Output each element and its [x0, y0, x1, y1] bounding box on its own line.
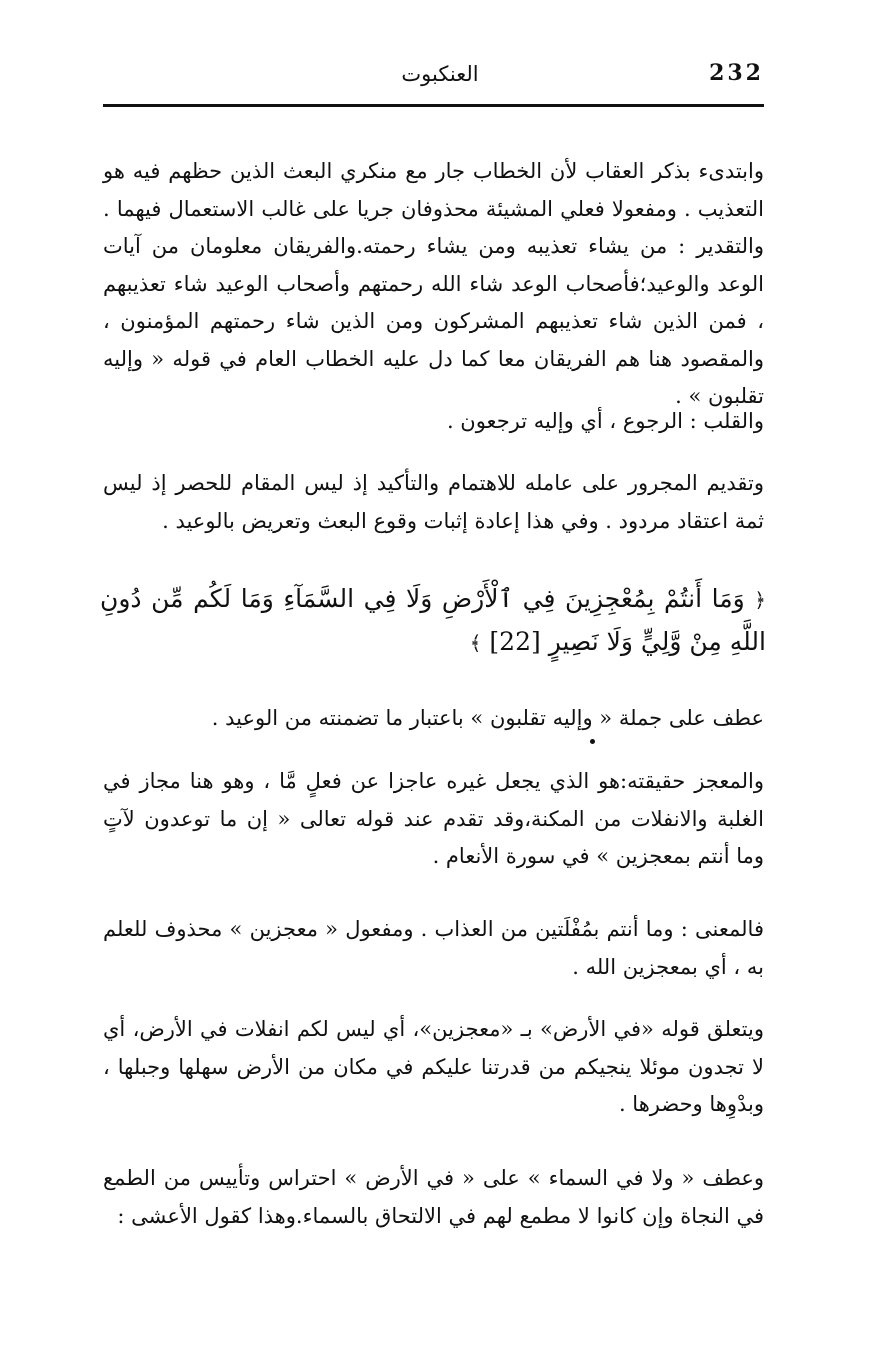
- stray-dot: [590, 739, 595, 744]
- paragraph-atf: عطف على جملة « وإليه تقلبون » باعتبار ما تضمنته من الوعيد .: [211, 706, 764, 730]
- verse-number: [22]: [489, 627, 541, 656]
- paragraph-maana: فالمعنى : وما أنتم بمُفْلَتين من العذاب . ومفعول « معجزين » محذوف للعلم به ، أي بمعجزين الله .: [103, 917, 764, 979]
- paragraph-sama: وعطف « ولا في السماء » على « في الأرض » احتراس وتأييس من الطمع في النجاة وإن كانوا لا مطمع لهم في الالتحاق بالسماء.وهذا كقول الأعشى :: [103, 1166, 764, 1228]
- paragraph-taalluq: ويتعلق قوله «في الأرض» بـ «معجزين»، أي ليس لكم انفلات في الأرض، أي لا تجدون موئلا ينجيكم من قدرتنا عليكم في مكان من الأرض سهلها وجبلها ، وبدْوِها وحضرها .: [103, 1017, 764, 1116]
- header-rule: [103, 104, 764, 107]
- paragraph-intro: وابتدىء بذكر العقاب لأن الخطاب جار مع منكري البعث الذين حظهم فيه هو التعذيب . ومفعولا فعلي المشيئة محذوفان جريا على غالب الاستعمال فيهما . والتقدير : من يشاء تعذيبه ومن يشاء رحمته.والفريقان معلومان من آيات الوعد والوعيد؛فأصحاب الوعد شاء الله رحمتهم وأصحاب الوعيد شاء تعذيبهم ، فمن الذين شاء تعذيبهم المشركون ومن الذين شاء رحمتهم المؤمنون ، والمقصود هنا هم الفريقان معا كما دل عليه الخطاب العام في قوله « وإليه تقلبون » .: [103, 159, 764, 408]
- verse-text: وَمَا أَنتُمْ بِمُعْجِزِينَ فِي ٱلْأَرْضِ وَلَا فِي السَّمَآءِ وَمَا لَكُم مِّن دُونِ اللَّهِ مِنْ وَّلِيٍّ وَلَا نَصِيرٍ: [100, 584, 766, 656]
- verse-open-bracket: ﴿: [754, 588, 767, 612]
- paragraph-taqdim: وتقديم المجرور على عامله للاهتمام والتأكيد إذ ليس المقام للحصر إذ ليس ثمة اعتقاد مردود . وفي هذا إعادة إثبات وقوع البعث وتعريض بالوعيد .: [103, 471, 765, 533]
- paragraph-muajjiz: والمعجز حقيقته:هو الذي يجعل غيره عاجزا عن فعلٍ مَّا ، وهو هنا مجاز في الغلبة والانفلات من المكنة،وقد تقدم عند قوله تعالى « إن ما توعدون لآتٍ وما أنتم بمعجزين » في سورة الأنعام .: [103, 769, 764, 868]
- paragraph-qalb: والقلب : الرجوع ، أي وإليه ترجعون .: [446, 409, 764, 433]
- chapter-title: العنكبوت: [401, 62, 479, 86]
- page-number: 232: [709, 60, 764, 86]
- quran-verse: [100, 578, 766, 664]
- verse-close-bracket: ﴾: [469, 631, 482, 655]
